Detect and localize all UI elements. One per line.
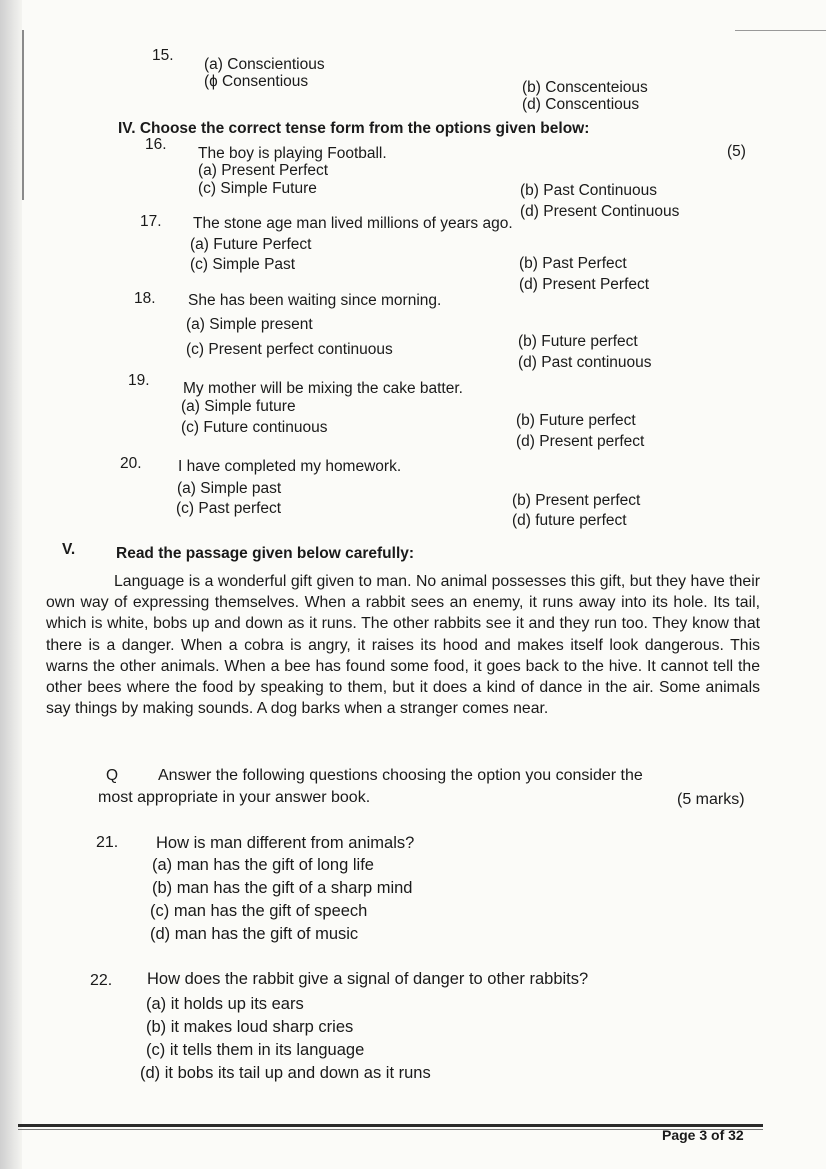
- q15-number: 15.: [152, 47, 174, 64]
- q21-number: 21.: [96, 834, 119, 851]
- page-number: Page 3 of 32: [662, 1127, 744, 1143]
- q18-option-c: (c) Present perfect continuous: [186, 341, 393, 358]
- q21-option-c: (c) man has the gift of speech: [150, 902, 368, 920]
- q20-option-b: (b) Present perfect: [512, 492, 641, 509]
- q22-option-a: (a) it holds up its ears: [146, 995, 304, 1013]
- q22-option-c: (c) it tells them in its language: [146, 1041, 365, 1059]
- section-iv-heading: IV. Choose the correct tense form from the options given below:: [118, 120, 590, 137]
- q15-option-c: (ɸ Consentious: [204, 73, 309, 90]
- scan-edge-shadow: [0, 0, 22, 1169]
- q19-option-d: (d) Present perfect: [516, 433, 645, 450]
- q18-option-a: (a) Simple present: [186, 316, 313, 333]
- q17-option-a: (a) Future Perfect: [190, 236, 312, 253]
- q16-option-d: (d) Present Continuous: [520, 203, 680, 220]
- passage-text: Language is a wonderful gift given to man. No animal possesses this gift, but they have their own way of expressing themselves. When a rabbit sees an enemy, it runs away into its hole. Its tail, which is white, bobs up and down as it runs. The other rabbits see it and they run too. They know that there is a danger. When a cobra is angry, it raises its hood and makes itself look dangerous. This warns the other animals. When a bee has found some food, it goes back to the hive. It cannot tell the other bees where the food by speaking to them, but it does a kind of dance in the air. Some animals say things by making sounds. A dog barks when a stranger comes near.: [46, 573, 760, 718]
- q20-option-d: (d) future perfect: [512, 512, 627, 529]
- section-v-number: V.: [62, 541, 76, 558]
- q16-question: The boy is playing Football.: [198, 145, 387, 162]
- q19-option-a: (a) Simple future: [181, 398, 296, 415]
- q17-option-d: (d) Present Perfect: [519, 276, 650, 293]
- q16-option-a: (a) Present Perfect: [198, 162, 329, 179]
- section-v-heading: Read the passage given below carefully:: [116, 545, 415, 562]
- q18-option-d: (d) Past continuous: [518, 354, 652, 371]
- q21-option-a: (a) man has the gift of long life: [152, 856, 374, 874]
- q17-option-b: (b) Past Perfect: [519, 255, 627, 272]
- q22-option-d: (d) it bobs its tail up and down as it runs: [140, 1064, 431, 1082]
- instruction-q-label: Q: [106, 767, 119, 784]
- q19-option-b: (b) Future perfect: [516, 412, 636, 429]
- q19-number: 19.: [128, 372, 150, 389]
- q15-option-b: (b) Conscenteious: [522, 79, 648, 96]
- instruction-line-1: Answer the following questions choosing the option you consider the: [158, 767, 643, 784]
- q17-option-c: (c) Simple Past: [190, 256, 296, 273]
- instruction-line-2: most appropriate in your answer book.: [98, 789, 371, 806]
- q17-question: The stone age man lived millions of years ago.: [193, 215, 513, 232]
- q21-option-d: (d) man has the gift of music: [150, 925, 359, 943]
- scan-edge-line: [22, 30, 24, 200]
- q19-option-c: (c) Future continuous: [181, 419, 328, 436]
- top-rule: [735, 30, 826, 31]
- q17-number: 17.: [140, 213, 162, 230]
- q22-option-b: (b) it makes loud sharp cries: [146, 1018, 354, 1036]
- q19-question: My mother will be mixing the cake batter.: [183, 380, 463, 397]
- q20-option-c: (c) Past perfect: [176, 500, 282, 517]
- q15-option-a: (a) Conscientious: [204, 56, 325, 73]
- q20-option-a: (a) Simple past: [177, 480, 282, 497]
- footer-rule-thin: [18, 1129, 763, 1130]
- instruction-marks: (5 marks): [677, 791, 745, 808]
- section-iv-marks: (5): [727, 143, 746, 160]
- q18-option-b: (b) Future perfect: [518, 333, 638, 350]
- q22-number: 22.: [90, 972, 113, 989]
- q18-number: 18.: [134, 290, 156, 307]
- q15-option-d: (d) Conscentious: [522, 96, 640, 113]
- footer-rule: [18, 1124, 763, 1127]
- q21-option-b: (b) man has the gift of a sharp mind: [152, 879, 413, 897]
- q20-number: 20.: [120, 455, 142, 472]
- q16-number: 16.: [145, 136, 167, 153]
- q16-option-b: (b) Past Continuous: [520, 182, 657, 199]
- q22-question: How does the rabbit give a signal of danger to other rabbits?: [147, 970, 589, 988]
- q18-question: She has been waiting since morning.: [188, 292, 442, 309]
- q21-question: How is man different from animals?: [156, 834, 415, 852]
- q16-option-c: (c) Simple Future: [198, 180, 317, 197]
- passage: [46, 571, 760, 719]
- q20-question: I have completed my homework.: [178, 458, 402, 475]
